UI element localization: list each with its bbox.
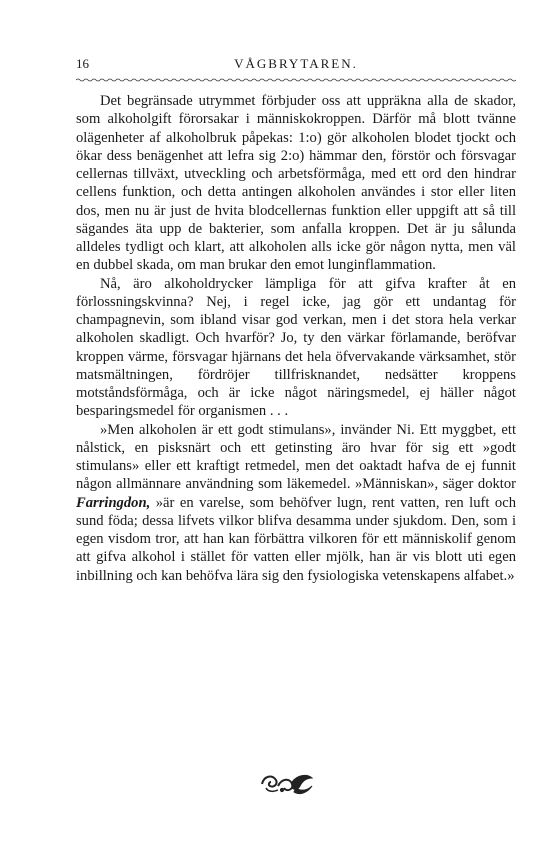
author-name-farringdon: Farringdon, <box>76 494 151 511</box>
article-body <box>76 92 516 585</box>
header-wavy-rule <box>76 78 516 82</box>
running-title: VÅGBRYTAREN. <box>234 56 358 71</box>
paragraph-3 <box>76 421 516 585</box>
paragraph-1: Det begränsade utrymmet förbjuder oss att uppräkna alla de skador, som alkoholgift förorsakar i människokroppen. Därför må blott tvänne olägenheter af alkoholbruk påpekas: 1:o) gör alkoholen blodet tjockt och ökar dess benägenhet att lefra sig 2:o) hämmar den, förstör och försvagar cellernas tillväxt, utveckling och arbetsförmåga, med ett ord den hindrar cellens funktion, och detta antingen alkoholen användes i stor eller liten dos, men nu är just de hvita blodcellernas funktion eller uppgift att så till sägandes äta upp de bakterier, som anfalla kroppen. Det är ju sålunda alldeles tydligt och klart, att alkoholen alls icke gör någon nytta, men väl en dubbel skada, om man brukar den emot lunginflammation. <box>76 93 516 274</box>
paragraph-3-text-after: »är en varelse, som behöfver lugn, rent vatten, ren luft och sund föda; dessa lifvets vilkor blifva desamma under sjukdom. Den, som i egen visdom tror, att han kan förbättra vilkoren för ett människolif genom att gifva alkohol i stället för vatten eller mjölk, han är vis blott uti egen inbillning och kan behöfva lära sig den fysiologiska vetenskapens alfabet.» <box>76 494 516 584</box>
page-header <box>76 56 516 74</box>
floral-ornament-icon <box>256 770 316 796</box>
paragraph-3-text-before: »Men alkoholen är ett godt stimulans», invänder Ni. Ett myggbet, ett nålstick, en pisksnärt och ett getinsting äro hvar för sig ett »godt stimulans» eller ett kraftigt retmedel, men det oaktadt hafva de ej funnit någon allmännare användning som läkemedel. »Människan», säger doktor <box>76 421 516 493</box>
page-number: 16 <box>76 56 89 71</box>
paragraph-2: Nå, äro alkoholdrycker lämpliga för att gifva krafter åt en förlossningskvinna? Nej, i regel icke, jag gör ett undantag för champagnevin, som ibland visar god verkan, men i det stora hela verkar alkoholen skadligt. Och hvarför? Jo, ty den värkar förlamande, beröfvar kroppen värme, försvagar hjärnans det hela öfvervakande värksamhet, stör matsmältningen, fördröjer tillfrisknandet, nedsätter kroppens motståndsförmåga, och är icke något näringsmedel, ej häller något besparingsmedel för organismen . . . <box>76 275 516 420</box>
